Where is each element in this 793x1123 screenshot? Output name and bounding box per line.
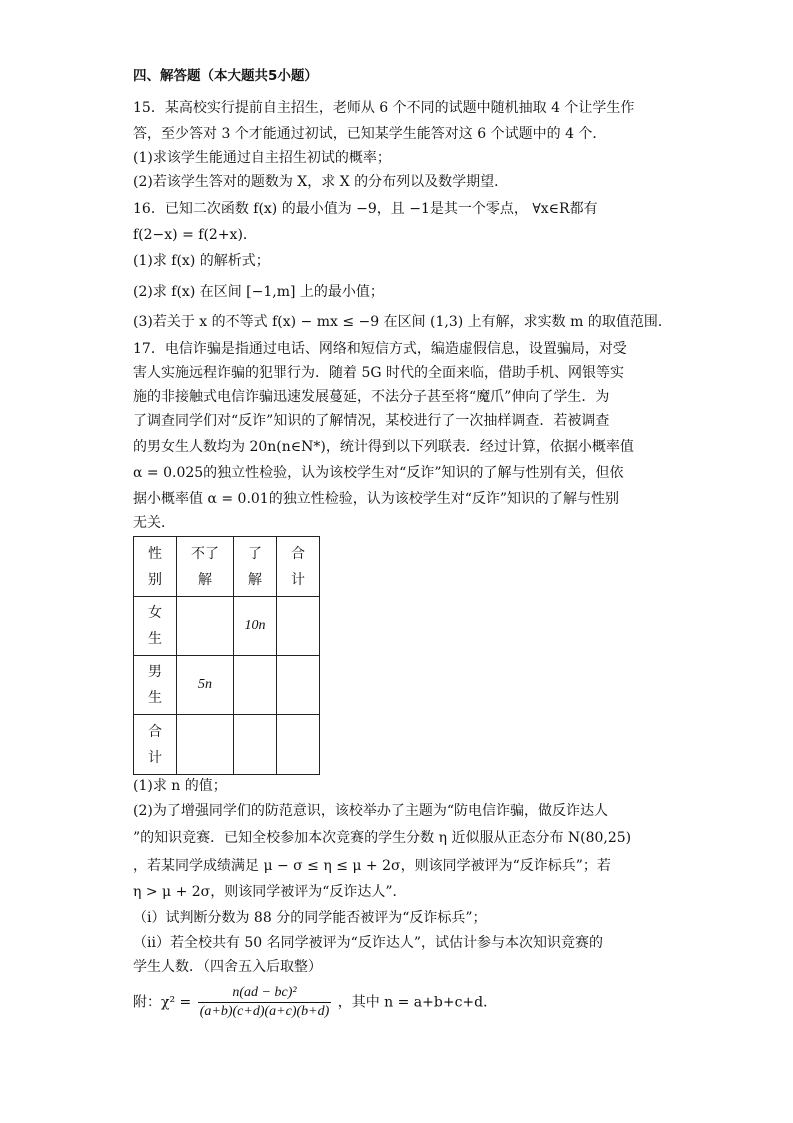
table-cell bbox=[234, 656, 277, 715]
chi-square-formula bbox=[133, 984, 497, 1021]
table-cell bbox=[277, 597, 320, 656]
row-label-female: 女 生 bbox=[134, 597, 177, 656]
q17-line-4: 了调查同学们对“反诈”知识的了解情况，某校进行了一次抽样调查．若被调查 bbox=[133, 413, 610, 429]
q15-line-2: 答，至少答对 3 个才能通过初试，已知某学生能答对这 6 个试题中的 4 个． bbox=[133, 126, 607, 142]
q17-line-8: 无关． bbox=[133, 515, 175, 531]
q16-part-3: (3)若关于 x 的不等式 f(x) − mx ≤ −9 在区间 (1,3) 上有解，求实数 m 的取值范围． bbox=[133, 314, 672, 330]
table-row bbox=[134, 656, 320, 715]
q15-part-1: (1)求该学生能通过自主招生初试的概率； bbox=[133, 150, 391, 166]
q17-part-1: (1)求 n 的值； bbox=[133, 778, 227, 794]
row-label-male: 男 生 bbox=[134, 656, 177, 715]
table-cell bbox=[277, 656, 320, 715]
formula-denominator: (a+b)(c+d)(a+c)(b+d) bbox=[199, 1004, 330, 1019]
table-row bbox=[134, 597, 320, 656]
q17-line-5: 的男女生人数均为 20n(n∈N*)，统计得到以下列联表．经过计算，依据小概率值 bbox=[133, 439, 634, 455]
table-header-row bbox=[134, 537, 320, 597]
q17-line-1: 17．电信诈骗是指通过电话、网络和短信方式，编造虚假信息，设置骗局，对受 bbox=[133, 341, 627, 357]
q17-line-3: 施的非接触式电信诈骗迅速发展蔓延，不法分子甚至将“魔爪”伸向了学生．为 bbox=[133, 389, 610, 405]
header-total: 合 计 bbox=[277, 537, 320, 597]
q17-line-6: α = 0.025的独立性检验，认为该校学生对“反诈”知识的了解与性别有关，但依 bbox=[133, 465, 624, 481]
header-gender: 性 别 bbox=[134, 537, 177, 597]
q17-part-2-line-2: ”的知识竞赛．已知全校参加本次竞赛的学生分数 η 近似服从正态分布 N(80,25) bbox=[133, 830, 632, 846]
formula-prefix: 附：χ² = bbox=[133, 994, 192, 1011]
q16-line-1: 16．已知二次函数 f(x) 的最小值为 −9，且 −1是其一个零点， ∀x∈R都有 bbox=[133, 201, 598, 217]
q17-part-2-line-3: ，若某同学成绩满足 μ − σ ≤ η ≤ μ + 2σ，则该同学被评为“反诈标兵”；若 bbox=[133, 858, 611, 874]
q17-part-2-ii-line-2: 学生人数．（四舍五入后取整） bbox=[133, 959, 322, 975]
q17-part-2-line-4: η > μ + 2σ，则该同学被评为“反诈达人”． bbox=[133, 884, 407, 900]
q17-line-2: 害人实施远程诈骗的犯罪行为．随着 5G 时代的全面来临，借助手机、网银等实 bbox=[133, 365, 624, 381]
row-label-total: 合 计 bbox=[134, 715, 177, 775]
formula-fraction bbox=[198, 984, 332, 1021]
q16-part-2: (2)求 f(x) 在区间 [−1,m] 上的最小值； bbox=[133, 284, 384, 300]
table-row bbox=[134, 715, 320, 775]
table-cell: 5n bbox=[177, 656, 234, 715]
table-cell bbox=[277, 715, 320, 775]
table-cell bbox=[177, 715, 234, 775]
section-title: 四、解答题（本大题共5小题） bbox=[133, 68, 318, 84]
q16-part-1: (1)求 f(x) 的解析式； bbox=[133, 253, 270, 269]
contingency-table bbox=[133, 536, 320, 775]
q16-line-2: f(2−x) = f(2+x)． bbox=[133, 227, 257, 243]
q15-line-1: 15．某高校实行提前自主招生，老师从 6 个不同的试题中随机抽取 4 个让学生作 bbox=[133, 100, 635, 116]
table-cell bbox=[234, 715, 277, 775]
q17-line-7: 据小概率值 α = 0.01的独立性检验，认为该校学生对“反诈”知识的了解与性别 bbox=[133, 491, 620, 507]
header-not-understand: 不了 解 bbox=[177, 537, 234, 597]
table-cell bbox=[177, 597, 234, 656]
q17-part-2-i: （i）试判断分数为 88 分的同学能否被评为“反诈标兵”； bbox=[133, 910, 487, 926]
formula-numerator: n(ad − bc)² bbox=[198, 984, 332, 1003]
q17-part-2-line-1: (2)为了增强同学们的防范意识，该校举办了主题为“防电信诈骗，做反诈达人 bbox=[133, 803, 608, 819]
header-understand: 了 解 bbox=[234, 537, 277, 597]
formula-suffix: ，其中 n = a+b+c+d． bbox=[337, 994, 498, 1011]
q17-part-2-ii-line-1: （ii）若全校共有 50 名同学被评为“反诈达人”，试估计参与本次知识竞赛的 bbox=[133, 935, 603, 951]
table-cell: 10n bbox=[234, 597, 277, 656]
q15-part-2: (2)若该学生答对的题数为 X，求 X 的分布列以及数学期望． bbox=[133, 174, 509, 190]
